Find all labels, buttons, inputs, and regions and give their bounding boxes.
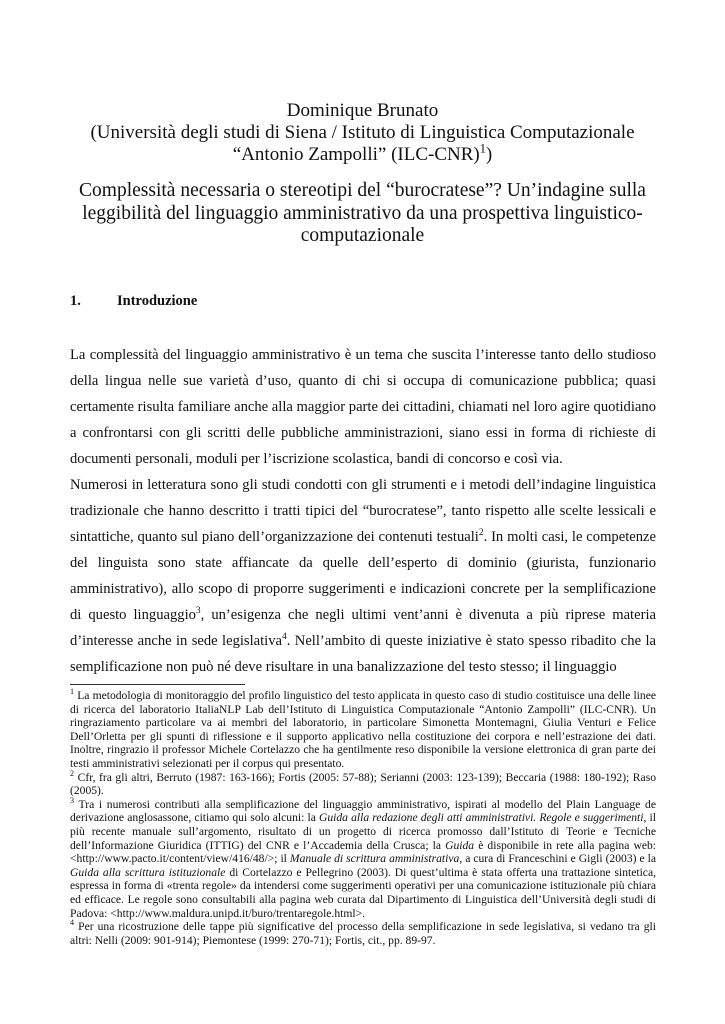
footnote-4-text: Per una ricostruzione delle tappe più significative del processo della semplificazione in sede legislativa, si vedano tra gli altri: Nelli (2009: 901-914); Piemontese (1999: 270-71); Fortis, cit., pp. 89-97. [70,920,656,947]
paragraph-2-part-c: , un’esigenza che negli ultimi vent’anni è divenuta a più riprese materia d’interesse anche in sede legislativa [70,607,656,649]
footnote-2 [70,768,656,798]
paragraph-2 [70,472,656,680]
title-line-1: Complessità necessaria o stereotipi del “burocratese”? Un’indagine sulla [79,180,646,201]
footnote-ref-2: 2 [478,528,484,539]
paragraph-2-part-d: . Nell’ambito di queste iniziative è stato spesso ribadito che la semplificazione non può né deve risultare in una banalizzazione del testo stesso; il linguaggio [70,633,656,675]
footnote-3-text-d: , a cura di Franceschini e Gigli (2003) e la [459,852,656,866]
footnote-4-number: 4 [70,918,75,928]
footnote-3-text-c: è disponibile in rete alla pagina web: <http://www.pacto.it/content/view/416/48/>; il [70,838,657,866]
footnote-3-istituzionale-title: Guida alla scrittura istituzionale [70,865,226,879]
footnote-2-text: Cfr, fra gli altri, Berruto (1987: 163-166); Fortis (2005: 57-88); Serianni (2003: 123-139); Beccaria (1988: 180-192); Raso (2005). [70,770,656,798]
affiliation-text: “Antonio Zampolli” (ILC-CNR) [232,144,480,165]
footnote-3-text-a: Tra i numerosi contributi alla semplificazione del linguaggio amministrativo, ispirati al modello del Plain Language de derivazione anglosassone, citiamo qui solo alcuni: la [70,797,656,825]
footnote-3-guida-short: Guida [445,838,475,852]
footnote-4 [70,920,656,947]
title-line-3: computazionale [300,225,425,246]
paragraph-2-part-a: Numerosi in letteratura sono gli studi condotti con gli strumenti e i metodi dell’indagine linguistica tradizionale che hanno descritto i tratti tipici del “burocratese”, tanto rispetto alle scelte lessicali e sintattiche, quanto sul piano dell’organizzazione dei contenuti testuali [70,477,656,545]
footnote-3-number: 3 [70,795,75,805]
author-block [60,100,665,166]
paragraph-1: La complessità del linguaggio amministrativo è un tema che suscita l’interesse tanto dello studioso della lingua nelle sue varietà d’uso, quanto di chi si occupa di comunicazione pubblica; quasi certamente risulta familiare anche alla maggior parte dei cittadini, chiamati nel loro agire quotidiano a confrontarsi con gli scritti delle pubbliche amministrazioni, siano essi in forma di richieste di documenti personali, moduli per l’iscrizione scolastica, bandi di concorso e così via. [70,347,656,467]
footnote-1-text: La metodologia di monitoraggio del profilo linguistico del testo applicata in questo caso di studio costituisce una delle linee di ricerca del laboratorio ItaliaNLP Lab dell’Istituto di Linguistica Computazionale “Antonio Zampolli” (ILC-CNR). Un ringraziamento particolare va ai membri del laboratorio, in particolare Simonetta Montemagni, Giulia Venturi e Felice Dell’Orletta per gli spunti di riflessione e il supporto applicativo nella costituzione dei corpora e nell’estrazione dei dati. Inoltre, ringrazio il professor Michele Cortelazzo che ha gentilmente reso disponibile la versione elettronica di gran parte dei testi amministrativi selezionati per il corpus qui presentato. [70,689,656,770]
body-text [70,342,656,680]
footnote-separator [70,684,245,685]
paper-title [60,180,665,248]
section-heading [70,293,197,310]
footnote-ref-3: 3 [195,606,201,617]
footnote-ref-1: 1 [479,141,486,156]
author-name: Dominique Brunato [286,100,439,121]
footnote-3-manuale-title: Manuale di scrittura amministrativa [289,852,460,866]
title-line-2: leggibilità del linguaggio amministrativo da una prospettiva linguistico- [82,202,643,224]
section-title: Introduzione [117,293,198,309]
section-number: 1. [70,293,81,309]
footnotes [70,689,656,947]
affiliation-line-1: (Università degli studi di Siena / Istituto di Linguistica Computazionale [90,122,635,143]
affiliation-line-2 [60,141,665,166]
paragraph-2-part-b: . In molti casi, le competenze del linguista sono state affiancate da quelle dell’esperto di dominio (giurista, funzionario amministrativo), allo scopo di proporre suggerimenti e indicazioni concrete per la semplificazione di questo linguaggio [70,529,656,623]
footnote-1 [70,689,656,771]
footnote-3-guida-title: Guida alla redazione degli atti amministrativi. Regole e suggerimenti [318,811,644,825]
footnote-3 [70,795,657,920]
footnote-1-number: 1 [70,687,75,697]
footnote-3-text-b: , il più recente manuale sull’argomento, risultato di un progetto di ricerca promosso dall’Istituto di Teorie e Tecniche dell’Informazione Giuridica (ITTIG) del CNR e l’Accademia della Crusca; la [70,811,656,852]
footnote-2-number: 2 [70,768,75,778]
footnote-3-text-e: di Cortelazzo e Pellegrino (2003). Di quest’ultima è stata offerta una trattazione sintetica, espressa in forma di «trenta regole» da intendersi come suggerimenti operativi per una comunicazione istituzionale più chiara ed efficace. Le regole sono consultabili alla pagina web curata dal Dipartimento di Linguistica dell’Università degli studi di Padova: <http://www.maldura.unipd.it/buro/trentaregole.html>. [70,865,656,920]
affiliation-close: ) [485,144,493,165]
footnote-ref-4: 4 [282,632,287,643]
